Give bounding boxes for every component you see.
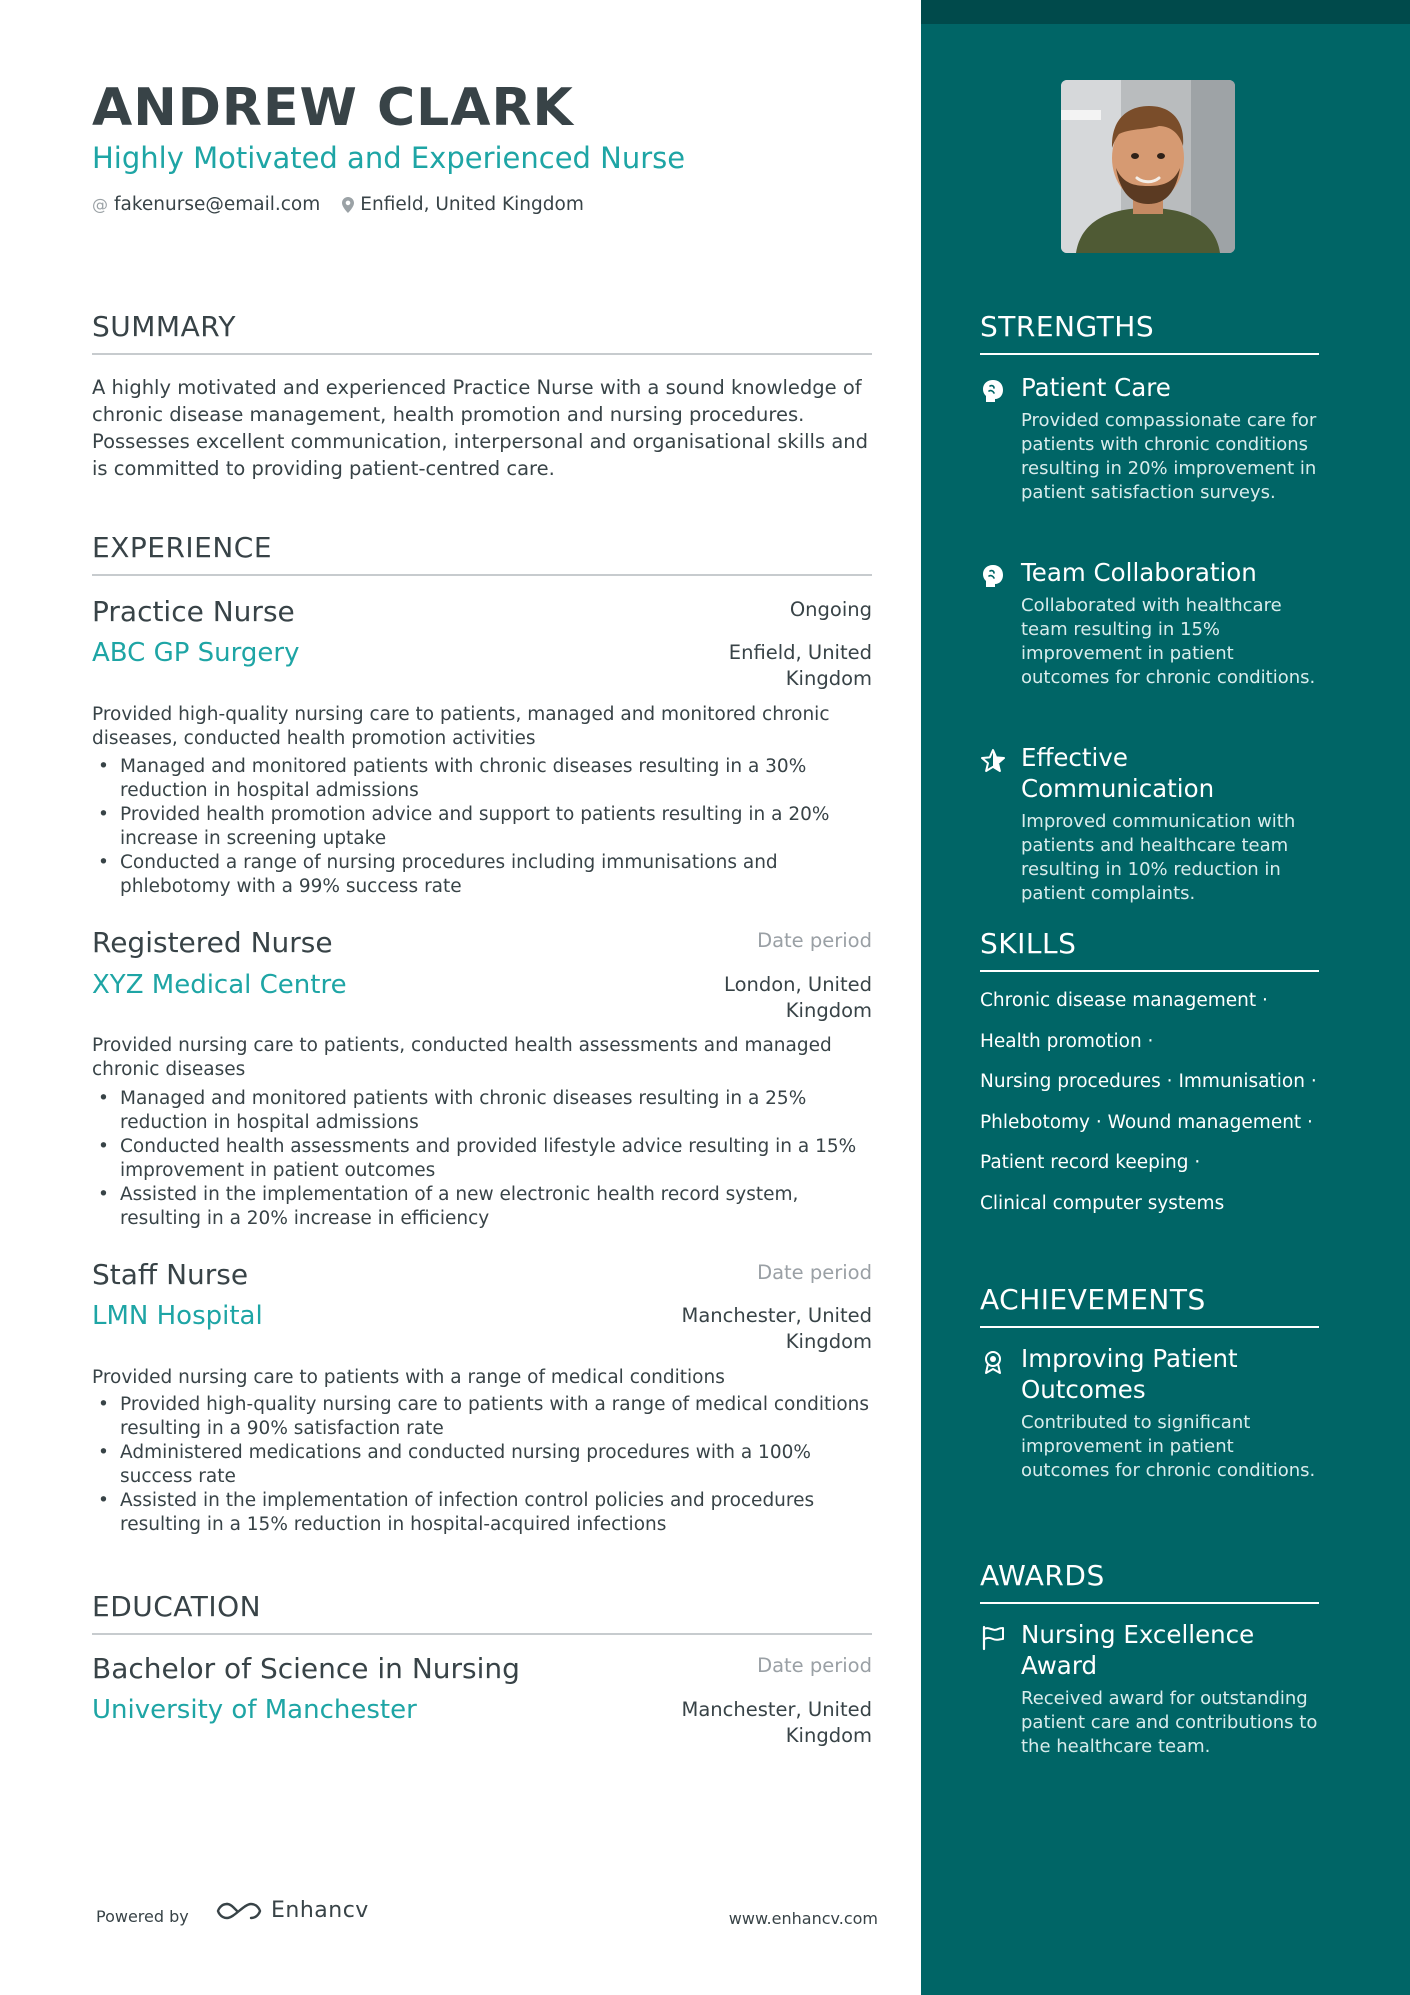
skill-line: Health promotion · [980, 1031, 1154, 1052]
job-bullet: • Conducted a range of nursing procedures including immunisations and phlebotomy with a 99% success rate [92, 851, 872, 899]
skill-line: Nursing procedures · Immunisation · [980, 1071, 1317, 1092]
job-bullet: • Provided high-quality nursing care to patients with a range of medical conditions resulting in a 90% satisfaction rate [92, 1393, 872, 1441]
job-bullet: • Managed and monitored patients with chronic diseases resulting in a 25% reduction in hospital admissions [92, 1087, 872, 1135]
candidate-tagline: Highly Motivated and Experienced Nurse [92, 141, 686, 175]
strength-title: Patient Care [1021, 373, 1171, 402]
education-degree: Bachelor of Science in Nursing [92, 1652, 520, 1685]
achievements-heading: ACHIEVEMENTS [980, 1283, 1319, 1328]
job-bullet: • Provided health promotion advice and support to patients resulting in a 20% increase in screening uptake [92, 803, 872, 851]
awards-heading: AWARDS [980, 1559, 1319, 1604]
job-location: Enfield, United Kingdom [728, 641, 872, 690]
job-description: Provided high-quality nursing care to patients, managed and monitored chronic diseases, conducted health promotion activities [92, 704, 830, 749]
sidebar [921, 0, 1410, 1995]
job-location: London, United Kingdom [724, 973, 872, 1022]
candidate-name: ANDREW CLARK [92, 78, 574, 138]
skill-line: Patient record keeping · [980, 1152, 1201, 1173]
job-description: Provided nursing care to patients with a range of medical conditions [92, 1367, 725, 1388]
contact-row [92, 193, 584, 217]
summary-heading: SUMMARY [92, 310, 872, 355]
strength-item [980, 557, 1325, 690]
skill-line: Chronic disease management · [980, 990, 1268, 1011]
flag-icon [980, 1625, 1006, 1651]
strength-item [980, 742, 1325, 906]
job-bullet: • Assisted in the implementation of infection control policies and procedures resulting in a 15% reduction in hospital-acquired infections [92, 1489, 872, 1537]
sidebar-top-band [921, 0, 1410, 24]
job-date: Date period [757, 1261, 872, 1284]
strength-item [980, 372, 1325, 505]
job-organization: ABC GP Surgery [92, 638, 300, 668]
job-bullet: • Managed and monitored patients with chronic diseases resulting in a 30% reduction in hospital admissions [92, 755, 872, 803]
brain-icon [980, 378, 1006, 404]
award-text: Received award for outstanding patient care and contributions to the healthcare team. [1021, 1688, 1318, 1757]
strength-text: Collaborated with healthcare team resulting in 15% improvement in patient outcomes for chronic conditions. [1021, 595, 1316, 688]
brain-icon [980, 563, 1006, 589]
job-date: Ongoing [789, 598, 872, 621]
portrait-illustration [1061, 80, 1235, 253]
education-location: Manchester, United Kingdom [681, 1698, 872, 1747]
skill-line: Clinical computer systems [980, 1193, 1225, 1214]
strength-title: Effective Communication [1021, 743, 1215, 803]
summary-text: A highly motivated and experienced Practice Nurse with a sound knowledge of chronic disease management, health promotion and nursing procedures. Possesses excellent communication, interpersonal and organisational skills and is committed to providing patient-centred care. [92, 376, 869, 480]
location-pin-icon [342, 197, 354, 213]
education-date: Date period [757, 1654, 872, 1677]
award-item [980, 1619, 1325, 1759]
job-bullets [92, 755, 872, 899]
achievement-item [980, 1343, 1325, 1483]
enhancv-logo[interactable] [215, 1898, 369, 1923]
enhancv-brand: Enhancv [271, 1898, 369, 1923]
strength-title: Team Collaboration [1021, 558, 1257, 587]
award-title: Nursing Excellence Award [1021, 1620, 1255, 1680]
skill-line: Phlebotomy · Wound management · [980, 1112, 1313, 1133]
profile-photo [1061, 80, 1235, 253]
job-bullet: • Administered medications and conducted nursing procedures with a 100% success rate [92, 1441, 872, 1489]
job-date: Date period [757, 929, 872, 952]
website-link[interactable]: www.enhancv.com [728, 1909, 878, 1928]
location-group [342, 193, 584, 217]
job-bullet: • Conducted health assessments and provided lifestyle advice resulting in a 15% improvement in patient outcomes [92, 1135, 872, 1183]
job-location: Manchester, United Kingdom [681, 1304, 872, 1353]
job-role: Practice Nurse [92, 595, 295, 628]
education-school: University of Manchester [92, 1695, 417, 1725]
strength-text: Provided compassionate care for patients with chronic conditions resulting in 20% improvement in patient satisfaction surveys. [1021, 410, 1317, 503]
job-bullets [92, 1087, 872, 1231]
job-organization: XYZ Medical Centre [92, 970, 347, 1000]
contact-email[interactable]: fakenurse@email.com [114, 194, 321, 215]
at-icon: @ [92, 195, 108, 214]
star-icon [980, 748, 1006, 774]
strengths-heading: STRENGTHS [980, 310, 1319, 355]
job-bullets [92, 1393, 872, 1537]
powered-by-label: Powered by [96, 1907, 189, 1926]
job-description: Provided nursing care to patients, conducted health assessments and managed chronic diseases [92, 1035, 832, 1080]
achievement-text: Contributed to significant improvement in patient outcomes for chronic conditions. [1021, 1412, 1316, 1481]
education-heading: EDUCATION [92, 1590, 872, 1635]
experience-heading: EXPERIENCE [92, 531, 872, 576]
job-bullet: • Assisted in the implementation of a new electronic health record system, resulting in a 20% increase in efficiency [92, 1183, 872, 1231]
strength-text: Improved communication with patients and healthcare team resulting in 10% reduction in patient complaints. [1021, 811, 1296, 904]
achievement-title: Improving Patient Outcomes [1021, 1344, 1238, 1404]
job-role: Registered Nurse [92, 926, 333, 959]
enhancv-infinity-icon [215, 1900, 263, 1922]
medal-icon [980, 1349, 1006, 1375]
skills-heading: SKILLS [980, 927, 1319, 972]
job-organization: LMN Hospital [92, 1301, 263, 1331]
job-role: Staff Nurse [92, 1258, 249, 1291]
contact-location: Enfield, United Kingdom [360, 194, 584, 215]
